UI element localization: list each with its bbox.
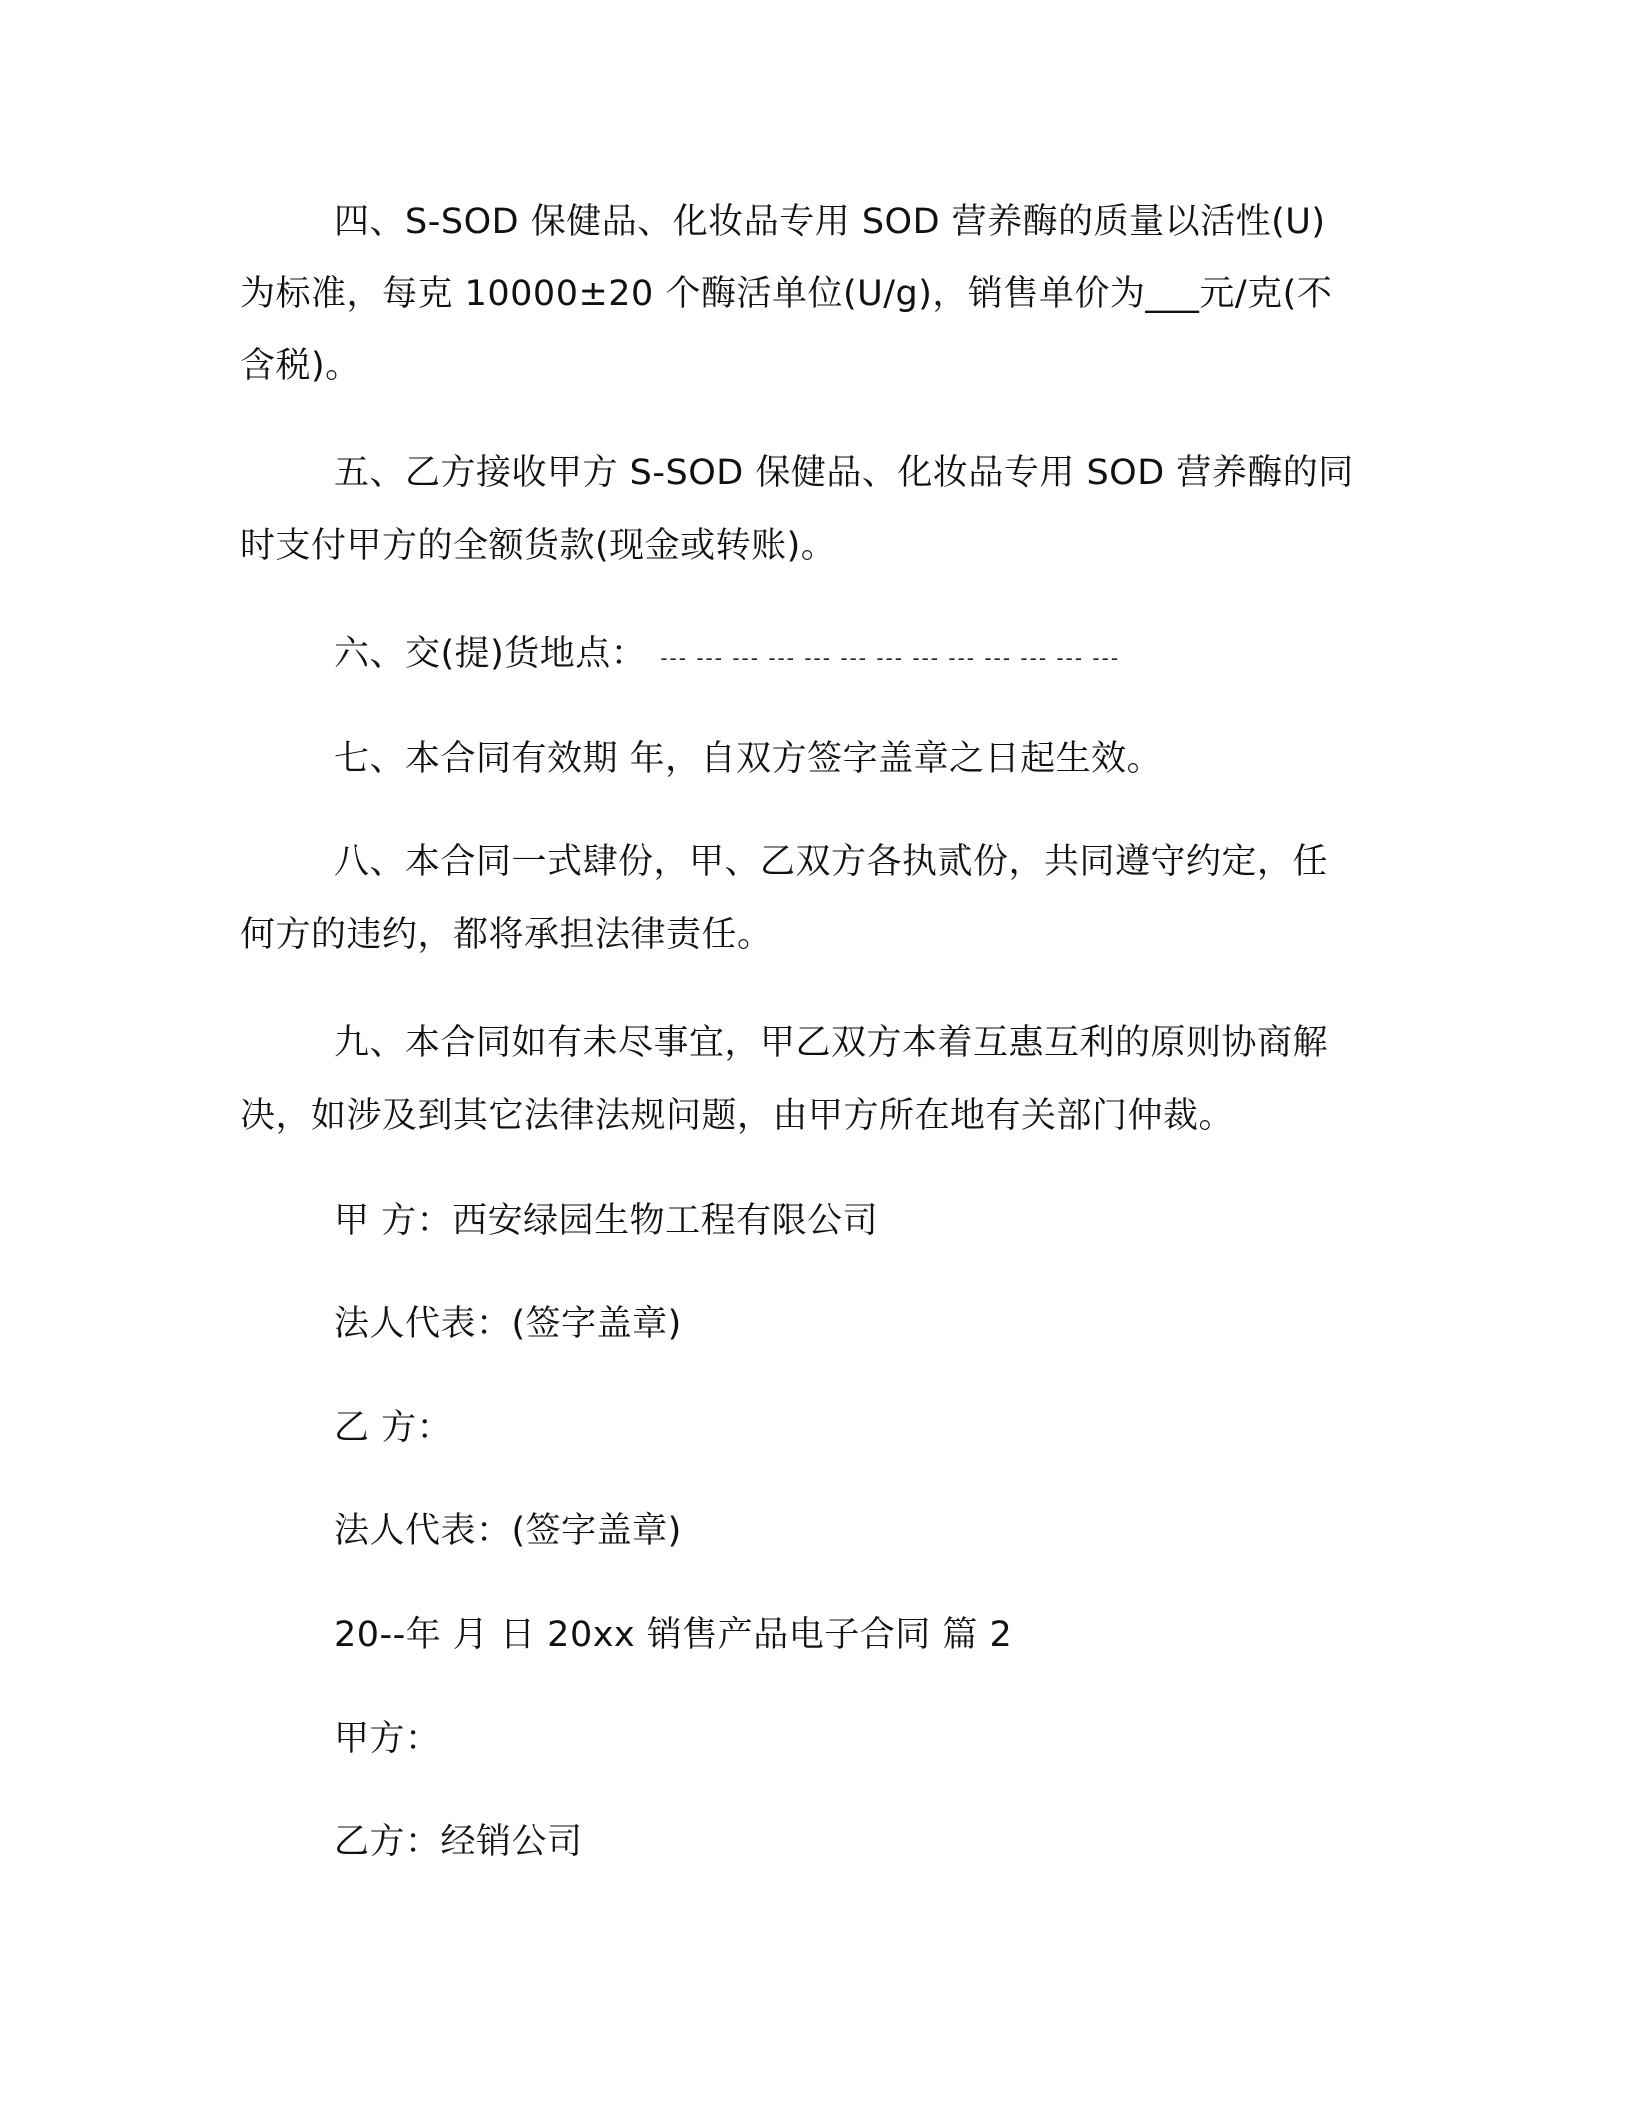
party-b-representative: 法人代表：(签字盖章) [334,1511,682,1551]
party-b-line: 乙 方： [334,1408,453,1448]
clause-7-line-1: 七、本合同有效期 年，自双方签字盖章之日起生效。 [334,739,1163,779]
clause-6-label: 六、交(提)货地点： [334,634,647,674]
clause-8-line-1: 八、本合同一式肆份，甲、乙双方各执贰份，共同遵守约定，任 [334,842,1329,882]
clause-6-delivery-place [334,630,1120,682]
part2-party-b: 乙方：经销公司 [334,1822,583,1862]
party-a-line: 甲 方：西安绿园生物工程有限公司 [334,1201,879,1241]
clause-4-line-1: 四、S-SOD 保健品、化妆品专用 SOD 营养酶的质量以活性(U) [334,202,1326,242]
part2-party-a: 甲方： [334,1719,441,1759]
clause-9-line-1: 九、本合同如有未尽事宜，甲乙双方本着互惠互利的原则协商解 [334,1023,1329,1063]
party-a-representative: 法人代表：(签字盖章) [334,1304,682,1344]
date-and-section-title: 20--年 月 日 20xx 销售产品电子合同 篇 2 [334,1615,1013,1655]
clause-6-blank-fill: --- --- --- --- --- --- --- --- --- --- --- --- --- [660,646,1121,670]
clause-4-line-3: 含税)。 [240,346,361,386]
clause-4-line-2: 为标准，每克 10000±20 个酶活单位(U/g)，销售单价为___元/克(不 [240,274,1333,314]
clause-9-line-2: 决，如涉及到其它法律法规问题，由甲方所在地有关部门仲裁。 [240,1096,1235,1136]
clause-5-line-2: 时支付甲方的全额货款(现金或转账)。 [240,526,837,566]
clause-5-line-1: 五、乙方接收甲方 S-SOD 保健品、化妆品专用 SOD 营养酶的同 [334,453,1354,493]
clause-8-line-2: 何方的违约，都将承担法律责任。 [240,915,773,955]
